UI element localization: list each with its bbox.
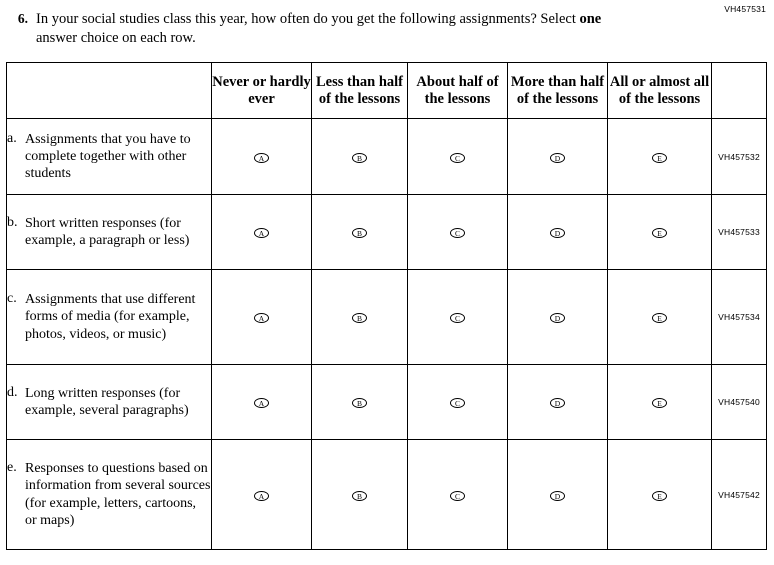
column-header-about-half: About half of the lessons [408, 63, 508, 119]
radio-b-less-than-half[interactable] [312, 195, 408, 270]
bubble-icon[interactable]: E [652, 228, 667, 238]
radio-a-about-half[interactable] [408, 119, 508, 195]
column-header-more-than-half: More than half of the lessons [508, 63, 608, 119]
bubble-icon[interactable]: C [450, 153, 465, 163]
row-text: Long written responses (for example, several paragraphs) [25, 385, 189, 418]
row-item-id: VH457542 [712, 440, 767, 550]
radio-d-about-half[interactable] [408, 365, 508, 440]
row-text: Responses to questions based on information from several sources (for example, letters, cartoons, or maps) [25, 461, 211, 528]
radio-d-all-or-almost-all[interactable] [608, 365, 712, 440]
row-letter: c. [7, 291, 17, 307]
bubble-icon[interactable]: E [652, 398, 667, 408]
question-text-part1: In your social studies class this year, how often do you get the following assignments? Select [36, 11, 580, 27]
row-item-id: VH457540 [712, 365, 767, 440]
table-row [7, 440, 767, 550]
bubble-icon[interactable]: C [450, 228, 465, 238]
bubble-icon[interactable]: D [550, 491, 565, 501]
radio-c-all-or-almost-all[interactable] [608, 270, 712, 365]
table-row [7, 195, 767, 270]
row-text: Assignments that use different forms of media (for example, photos, videos, or music) [25, 292, 196, 342]
radio-b-never-or-hardly-ever[interactable] [212, 195, 312, 270]
item-id-column-header [712, 63, 767, 119]
bubble-icon[interactable]: C [450, 491, 465, 501]
bubble-icon[interactable]: D [550, 398, 565, 408]
table-row [7, 119, 767, 195]
bubble-icon[interactable]: A [254, 398, 269, 408]
radio-b-all-or-almost-all[interactable] [608, 195, 712, 270]
column-header-never-or-hardly-ever: Never or hardly ever [212, 63, 312, 119]
bubble-icon[interactable]: A [254, 153, 269, 163]
bubble-icon[interactable]: D [550, 228, 565, 238]
row-stem-b [7, 195, 212, 270]
row-text: Assignments that you have to complete together with other students [25, 131, 191, 182]
question-text-emphasis: one [579, 11, 602, 27]
page-item-id: VH457531 [724, 4, 766, 14]
bubble-icon[interactable]: E [652, 491, 667, 501]
bubble-icon[interactable]: E [652, 153, 667, 163]
row-text: Short written responses (for example, a paragraph or less) [25, 215, 190, 248]
bubble-icon[interactable]: C [450, 398, 465, 408]
bubble-icon[interactable]: B [352, 228, 367, 238]
bubble-icon[interactable]: B [352, 153, 367, 163]
radio-c-less-than-half[interactable] [312, 270, 408, 365]
radio-b-more-than-half[interactable] [508, 195, 608, 270]
row-stem-e [7, 440, 212, 550]
row-stem-d [7, 365, 212, 440]
table-header-row [7, 63, 767, 119]
row-item-id: VH457534 [712, 270, 767, 365]
radio-d-more-than-half[interactable] [508, 365, 608, 440]
radio-d-less-than-half[interactable] [312, 365, 408, 440]
row-item-id: VH457533 [712, 195, 767, 270]
question-text [36, 10, 608, 47]
stem-column-header [7, 63, 212, 119]
radio-a-all-or-almost-all[interactable] [608, 119, 712, 195]
radio-e-never-or-hardly-ever[interactable] [212, 440, 312, 550]
table-row [7, 365, 767, 440]
radio-d-never-or-hardly-ever[interactable] [212, 365, 312, 440]
bubble-icon[interactable]: D [550, 153, 565, 163]
column-header-all-or-almost-all: All or almost all of the lessons [608, 63, 712, 119]
row-stem-a [7, 119, 212, 195]
radio-a-more-than-half[interactable] [508, 119, 608, 195]
question-number: 6. [17, 11, 28, 26]
bubble-icon[interactable]: E [652, 313, 667, 323]
column-header-less-than-half: Less than half of the lessons [312, 63, 408, 119]
row-letter: d. [7, 384, 18, 400]
radio-e-about-half[interactable] [408, 440, 508, 550]
row-stem-c [7, 270, 212, 365]
bubble-icon[interactable]: D [550, 313, 565, 323]
radio-e-all-or-almost-all[interactable] [608, 440, 712, 550]
question-text-part2: answer choice on each row. [36, 29, 196, 46]
bubble-icon[interactable]: A [254, 313, 269, 323]
radio-a-never-or-hardly-ever[interactable] [212, 119, 312, 195]
bubble-icon[interactable]: B [352, 313, 367, 323]
bubble-icon[interactable]: A [254, 228, 269, 238]
bubble-icon[interactable]: A [254, 491, 269, 501]
row-letter: b. [7, 214, 18, 230]
radio-e-less-than-half[interactable] [312, 440, 408, 550]
row-letter: a. [7, 130, 17, 146]
radio-b-about-half[interactable] [408, 195, 508, 270]
radio-a-less-than-half[interactable] [312, 119, 408, 195]
row-item-id: VH457532 [712, 119, 767, 195]
radio-e-more-than-half[interactable] [508, 440, 608, 550]
bubble-icon[interactable]: B [352, 491, 367, 501]
row-letter: e. [7, 460, 17, 476]
bubble-icon[interactable]: C [450, 313, 465, 323]
radio-c-about-half[interactable] [408, 270, 508, 365]
radio-c-more-than-half[interactable] [508, 270, 608, 365]
response-matrix-table [6, 62, 767, 550]
radio-c-never-or-hardly-ever[interactable] [212, 270, 312, 365]
bubble-icon[interactable]: B [352, 398, 367, 408]
table-row [7, 270, 767, 365]
question-block [8, 10, 608, 47]
